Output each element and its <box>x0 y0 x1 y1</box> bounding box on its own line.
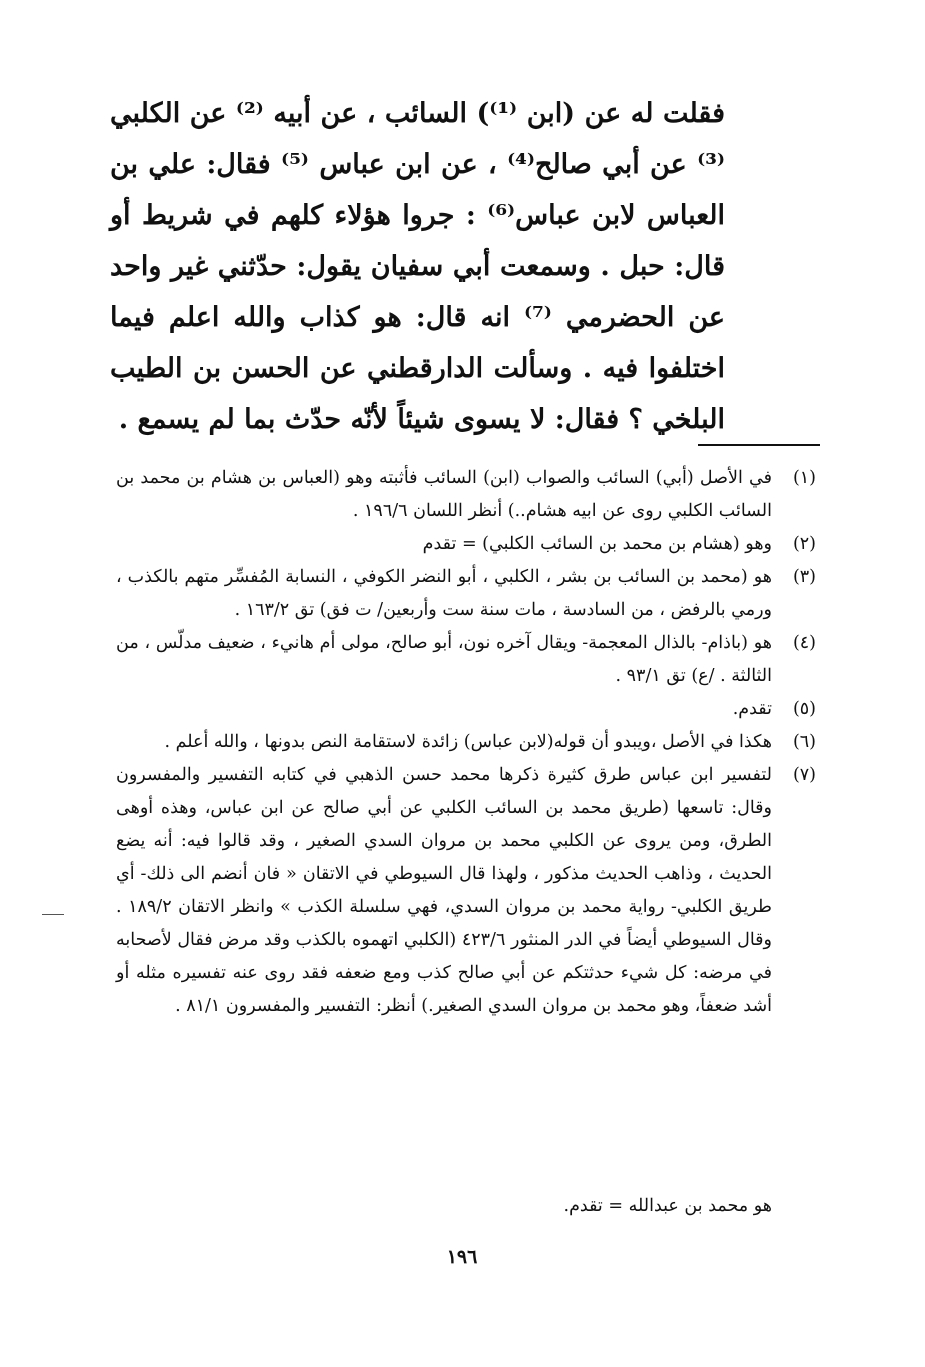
footnote-marker: (٤) <box>792 633 816 653</box>
footnote-text: تقدم. <box>732 699 772 719</box>
footnote-4 <box>116 627 816 693</box>
footnote-2 <box>116 528 816 561</box>
footnote-text: هو (باذام- بالذال المعجمة- ويقال آخره نون، أبو صالح، مولى أم هانيء ، ضعيف مدلّس ، من الثالثة . /ع) تق ٩٣/١ . <box>116 633 772 686</box>
footnote-6 <box>116 726 816 759</box>
extra-footnote-note: هو محمد بن عبدالله = تقدم. <box>563 1196 772 1216</box>
main-paragraph: فقلت له عن (ابن ⁽¹⁾) السائب ، عن أبيه ⁽²⁾ عن الكلبي ⁽³⁾ عن أبي صالح⁽⁴⁾ ، عن ابن عباس ⁽⁵⁾ فقال: علي بن العباس لابن عباس⁽⁶⁾ : جروا هؤلاء كلهم في شريط أو قال: حبل . وسمعت أبي سفيان يقول: حدّثني غير واحد عن الحضرمي ⁽⁷⁾ انه قال: هو كذاب والله اعلم فيما اختلفوا فيه . وسألت الدارقطني عن الحسن بن الطيب البلخي ؟ فقال: لا يسوى شيئاً لأنّه حدّث بما لم يسمع . <box>110 98 725 435</box>
margin-mark <box>42 914 64 915</box>
footnote-3 <box>116 561 816 627</box>
footnote-marker: (٦) <box>792 732 816 752</box>
footnote-7 <box>116 759 816 1023</box>
footnote-marker: (٥) <box>792 699 816 719</box>
footnotes-list <box>116 462 816 1023</box>
footnote-1 <box>116 462 816 528</box>
footnote-text: في الأصل (أبي) السائب والصواب (ابن) السائب فأثبته وهو (العباس بن هشام بن محمد بن السائب الكلبي روى عن ابيه هشام..) أنظر اللسان ١٩٦/٦ . <box>116 468 772 521</box>
footnote-marker: (٢) <box>792 534 816 554</box>
page-number: ١٩٦ <box>446 1246 478 1268</box>
footnote-text: هو (محمد بن السائب بن بشر ، الكلبي ، أبو النضر الكوفي ، النسابة المُفسِّر متهم بالكذب ، ورمي بالرفض ، من السادسة ، مات سنة ست وأربعين/ ت فق) تق ١٦٣/٢ . <box>116 567 772 620</box>
footnote-text: وهو (هشام بن محمد بن السائب الكلبي) = تقدم <box>422 534 772 554</box>
footnote-separator <box>698 444 820 446</box>
footnote-marker: (٣) <box>792 567 816 587</box>
footnote-text: لتفسير ابن عباس طرق كثيرة ذكرها محمد حسن الذهبي في كتابه التفسير والمفسرون وقال: تاسعها (طريق محمد بن السائب الكلبي عن أبي صالح عن ابن عباس، وهذه أوهى الطرق، ومن يروى عن الكلبي محمد بن مروان السدي الصغير ، وقد قالوا فيه: أنه يضع الحديث ، وذاهب الحديث مذكور ، ولهذا قال السيوطي في الاتقان « فان أنضم الى ذلك- أي طريق الكلبي- رواية محمد بن مروان السدي، فهي سلسلة الكذب » وانظر الاتقان ١٨٩/٢ . وقال السيوطي أيضاً في الدر المنثور ٤٢٣/٦ (الكلبي اتهموه بالكذب وقد مرض فقال لأصحابه في مرضه: كل شيء حدثتكم عن أبي صالح كذب ومع ضعفه فقد روى عنه تفسيره مثله أو أشد ضعفاً، وهو محمد بن مروان السدي الصغير.) أنظر: التفسير والمفسرون ٨١/١ . <box>116 765 772 1016</box>
footnote-marker: (٧) <box>792 765 816 785</box>
footnote-text: هكذا في الأصل ،ويبدو أن قوله(لابن عباس) زائدة لاستقامة النص بدونها ، والله أعلم . <box>164 732 772 752</box>
footnote-marker: (١) <box>792 468 816 488</box>
footnote-5 <box>116 693 816 726</box>
